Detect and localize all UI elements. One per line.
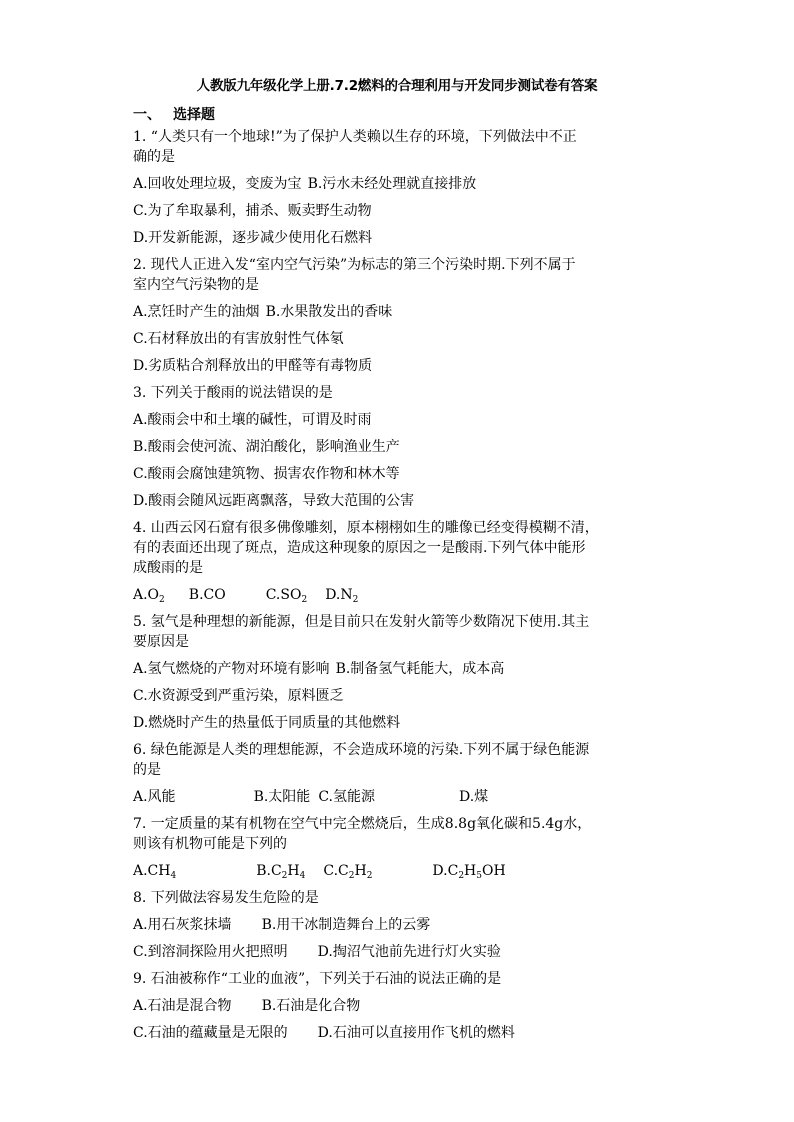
section-number: 一、 [133,107,161,123]
question-8-stem: 8. 下列做法容易发生危险的是 [133,890,319,906]
question-6-options [133,784,673,811]
question-6-stem: 6. 绿色能源是人类的理想能源，不会造成环境的污染.下列不属于绿色能源 的是 [133,742,590,778]
question-9-stem: 9. 石油被称作“工业的血液”，下列关于石油的说法正确的是 [133,971,502,987]
question-3-option-c: C.酸雨会腐蚀建筑物、损害农作物和林木等 [133,466,400,482]
question-7-option-b: $B.C_2H_4$ [256,863,306,881]
question-6-option-a: A.风能 [133,789,176,805]
question-1-stem: 1. “人类只有一个地球!”为了保护人类赖以生存的环境，下列做法中不正 确的是 [133,129,577,165]
document-title: 人教版九年级化学上册.7.2燃料的合理利用与开发同步测试卷有答案 [196,78,598,94]
question-5-stem: 5. 氢气是种理想的新能源，但是目前只在发射火箭等少数隋况下使用.其主 要原因是 [133,614,590,650]
question-6-option-c: C.氢能源 [318,789,375,805]
question-5-option-a: A.氢气燃烧的产物对环境有影响 [133,661,330,677]
question-2-stem: 2. 现代人正进入发“室内空气污染”为标志的第三个污染时期.下列不属于 室内空气污染物的是 [133,257,576,293]
question-8-option-c: C.到溶洞探险用火把照明 [133,944,288,960]
question-5-option-d: D.燃烧时产生的热量低于同质量的其他燃料 [133,715,401,731]
question-3-option-b: B.酸雨会使河流、湖泊酸化，影响渔业生产 [133,439,400,455]
question-9-options-ab [133,993,673,1020]
question-1-option-a: A.回收处理垃圾，变废为宝 [133,176,302,192]
question-1-option-d: D.开发新能源，逐步减少使用化石燃料 [133,230,373,246]
question-7-option-d: $D.C_2H_5OH$ [432,863,506,881]
question-2-option-b: B.水果散发出的香味 [265,304,393,320]
question-4-option-c: $C.SO_2$ [265,587,308,605]
question-4-option-b: B.CO [188,587,226,603]
question-6-option-d: D.煤 [458,789,489,805]
question-9-option-b: B.石油是化合物 [261,998,361,1014]
question-8-options-cd [133,939,673,966]
question-3-option-d: D.酸雨会随风远距离飘落，导致大范围的公害 [133,493,415,509]
question-1-options-ab [133,171,673,198]
section-heading [133,104,215,124]
question-8-option-b: B.用干冰制造舞台上的云雾 [261,917,431,933]
question-5-option-c: C.水资源受到严重污染，原料匮乏 [133,688,344,704]
section-label: 选择题 [173,107,215,123]
question-9-option-d: D.石油可以直接用作飞机的燃料 [317,1025,515,1041]
question-2-option-a: A.烹饪时产生的油烟 [133,304,260,320]
question-3-option-a: A.酸雨会中和土壤的碱性，可谓及时雨 [133,412,372,428]
question-5-options-ab [133,656,673,683]
question-4-option-d: $D.N_2$ [325,587,359,605]
question-4-options [133,582,673,609]
question-5-option-b: B.制备氢气耗能大，成本高 [335,661,505,677]
question-8-option-d: D.掏沼气池前先进行灯火实验 [317,944,501,960]
question-1-option-c: C.为了牟取暴利，捕杀、贩卖野生动物 [133,203,372,219]
question-8-options-ab [133,912,673,939]
question-2-option-c: C.石材释放出的有害放射性气体氡 [133,331,344,347]
question-7-stem: 7. 一定质量的某有机物在空气中完全燃烧后，生成8.8g氧化碳和5.4g水， 则该有机物可能是下列的 [133,816,592,852]
question-4-stem: 4. 山西云冈石窟有很多佛像雕刻，原本栩栩如生的雕像已经变得模糊不清， 有的表面还出现了斑点，造成这种现象的原因之一是酸雨.下列气体中能形 成酸雨的是 [133,520,599,576]
question-6-option-b: B.太阳能 [253,789,311,805]
question-7-options [133,858,673,885]
question-list [133,124,673,1047]
question-3-stem: 3. 下列关于酸雨的说法错误的是 [133,385,333,401]
question-4-option-a: $A.O_2$ [133,587,165,605]
question-2-options-ab [133,299,673,326]
question-9-option-a: A.石油是混合物 [133,998,232,1014]
question-2-option-d: D.劣质粘合剂释放出的甲醛等有毒物质 [133,358,373,374]
question-9-options-cd [133,1020,673,1047]
question-7-option-c: $C.C_2H_2$ [323,863,373,881]
question-1-option-b: B.污水未经处理就直接排放 [307,176,477,192]
question-7-option-a: $A.CH_4$ [133,863,177,881]
question-9-option-c: C.石油的蕴藏量是无限的 [133,1025,288,1041]
question-8-option-a: A.用石灰浆抹墙 [133,917,232,933]
